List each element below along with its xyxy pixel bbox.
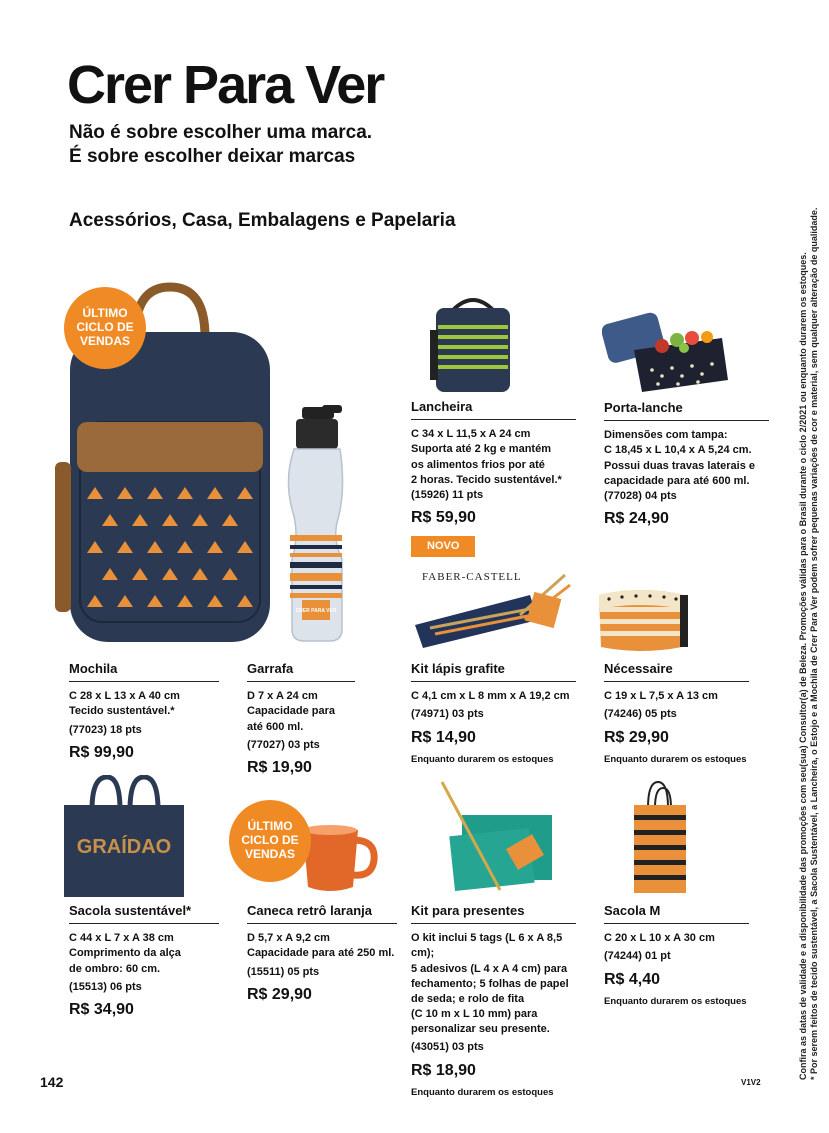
product-desc: C 44 x L 7 x A 38 cm Comprimento da alça de ombro: 60 cm.	[69, 932, 181, 975]
stock-note: Enquanto durarem os estoques	[604, 754, 747, 766]
product-price: R$ 29,90	[604, 728, 669, 746]
kit-presentes-image	[440, 780, 560, 895]
product-kit-presentes	[411, 902, 576, 1099]
garrafa-image	[282, 405, 352, 645]
product-price: R$ 4,40	[604, 970, 661, 988]
sacola-print-text: GRAÍDAO	[76, 836, 172, 858]
product-name: Lancheira	[411, 398, 576, 420]
product-caneca	[247, 902, 397, 1006]
product-name: Kit para presentes	[411, 902, 576, 924]
product-code: (77027) 03 pts	[247, 738, 320, 751]
product-desc: C 34 x L 11,5 x A 24 cm Suporta até 2 kg e mantém os alimentos frios por até 2 horas. Tecido sustentável.*	[411, 428, 562, 486]
product-name: Mochila	[69, 660, 219, 682]
product-name: Sacola sustentável*	[69, 902, 219, 924]
product-name: Porta-lanche	[604, 399, 769, 421]
product-desc: D 7 x A 24 cm Capacidade para até 600 ml.	[247, 690, 336, 733]
product-price: R$ 19,90	[247, 759, 312, 777]
product-necessaire	[604, 660, 749, 766]
product-desc: C 28 x L 13 x A 40 cm Tecido sustentável.*	[69, 690, 180, 718]
product-price: R$ 59,90	[411, 509, 476, 527]
side-legal-note: Confira as datas de validade e a disponibilidade das promoções com seu(sua) Consultor(a) de Beleza. Promoções válidas para o Brasil durante o ciclo 2/2021 ou enquanto durarem os estoques. * Por serem feitos de tecido sustentável, a Sacola Sustentável, a Lancheira, o Estojo e a Mochila de Crer Para Ver podem sofrer pequenas variações de cor e material, sem qualquer alteração de qualidade.	[798, 207, 820, 1080]
product-price: R$ 99,90	[69, 743, 134, 761]
product-code: (77023) 18 pts	[69, 723, 142, 736]
kit-lapis-image	[410, 570, 575, 655]
product-name: Garrafa	[247, 660, 355, 682]
product-code: (74246) 05 pts	[604, 708, 677, 721]
product-sacola-sustentavel	[69, 902, 219, 1021]
ultimo-ciclo-badge: ÚLTIMO CICLO DE VENDAS	[64, 287, 146, 369]
product-price: R$ 14,90	[411, 728, 476, 746]
product-code: (43051) 03 pts	[411, 1041, 484, 1054]
page-number: 142	[40, 1074, 64, 1090]
product-porta-lanche	[604, 399, 769, 531]
product-code: (15511) 05 pts	[247, 965, 320, 978]
product-price: R$ 34,90	[69, 1001, 134, 1019]
product-garrafa	[247, 660, 355, 779]
product-code: (74244) 01 pt	[604, 950, 671, 963]
stock-note: Enquanto durarem os estoques	[604, 996, 747, 1008]
faber-castell-logo: FABER-CASTELL	[422, 571, 522, 583]
necessaire-image	[594, 585, 689, 655]
page-title: Crer Para Ver	[67, 55, 384, 115]
sacola-sustentavel-image	[62, 775, 187, 900]
product-desc: C 4,1 cm x L 8 mm x A 19,2 cm	[411, 690, 570, 703]
product-name: Kit lápis grafite	[411, 660, 576, 682]
subtitle-line-2: É sobre escolher deixar marcas	[69, 146, 356, 167]
caneca-image	[298, 815, 378, 895]
product-desc: Dimensões com tampa: C 18,45 x L 10,4 x A 5,24 cm. Possui duas travas laterais e capacidade para até 600 ml.	[604, 429, 756, 487]
subtitle-line-1: Não é sobre escolher uma marca.	[69, 122, 373, 143]
product-sacola-m	[604, 902, 749, 1008]
product-name: Sacola M	[604, 902, 749, 924]
garrafa-print-text: CRER PARA VER	[295, 608, 337, 614]
product-desc: O kit inclui 5 tags (L 6 x A 8,5 cm); 5 adesivos (L 4 x A 4 cm) para fechamento; 5 folhas de papel de seda; e rolo de fita (C 10 m x L 10 mm) para personalizar seu presente.	[411, 932, 569, 1036]
porta-lanche-image	[602, 310, 732, 395]
product-desc: C 20 x L 10 x A 30 cm	[604, 932, 715, 945]
product-desc: D 5,7 x A 9,2 cm Capacidade para até 250 ml.	[247, 932, 395, 960]
lancheira-image	[428, 290, 518, 395]
product-kit-lapis	[411, 660, 576, 766]
ultimo-ciclo-badge-caneca: ÚLTIMO CICLO DE VENDAS	[229, 800, 311, 882]
product-name: Caneca retrô laranja	[247, 902, 397, 924]
novo-badge: NOVO	[411, 536, 475, 557]
product-code: (15513) 06 pts	[69, 980, 142, 993]
product-price: R$ 18,90	[411, 1061, 476, 1079]
stock-note: Enquanto durarem os estoques	[411, 1087, 554, 1099]
product-mochila	[69, 660, 219, 764]
product-code: (74971) 03 pts	[411, 708, 484, 721]
product-name: Nécessaire	[604, 660, 749, 682]
version-code: V1V2	[741, 1078, 761, 1087]
stock-note: Enquanto durarem os estoques	[411, 754, 554, 766]
product-code: (77028) 04 pts	[604, 489, 677, 502]
product-price: R$ 29,90	[247, 985, 312, 1003]
sacola-m-image	[630, 780, 690, 895]
section-title: Acessórios, Casa, Embalagens e Papelaria	[69, 210, 456, 231]
product-lancheira	[411, 398, 576, 557]
product-desc: C 19 x L 7,5 x A 13 cm	[604, 690, 718, 703]
product-price: R$ 24,90	[604, 510, 669, 528]
product-code: (15926) 11 pts	[411, 488, 484, 501]
